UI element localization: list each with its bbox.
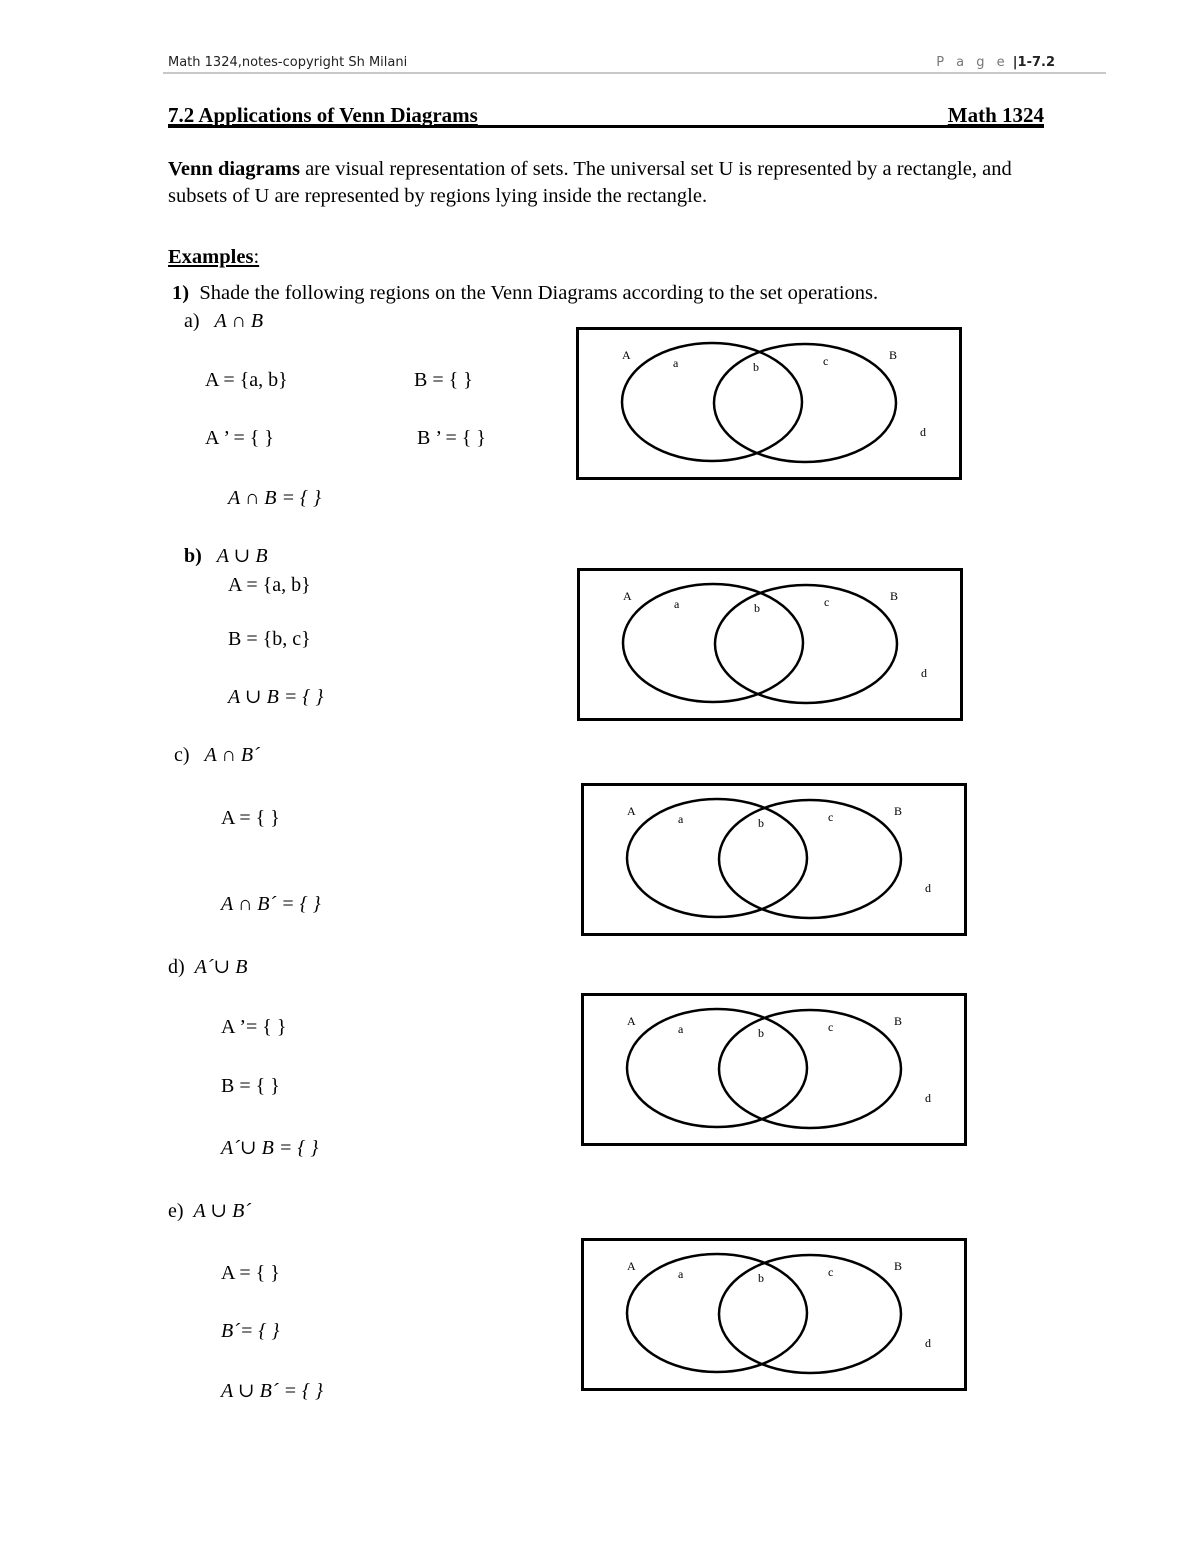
- examples-heading-text: Examples: [168, 246, 254, 268]
- part-d-label: d): [168, 956, 185, 978]
- part-d-op: A´∪ B: [194, 956, 248, 978]
- part-d-row-Acomp: A ’= { }: [221, 1016, 287, 1038]
- part-c-op: A ∩ B´: [204, 744, 260, 766]
- part-a-row-result: A ∩ B = { }: [228, 487, 322, 509]
- part-b-row-A: A = {a, b}: [228, 574, 311, 596]
- circle-A: [627, 1254, 807, 1372]
- part-c-heading: [174, 744, 260, 767]
- circle-A: [627, 1009, 807, 1127]
- part-e-heading: [168, 1198, 251, 1223]
- venn-diagram-b: [577, 568, 963, 721]
- circle-A: [627, 799, 807, 917]
- venn-label-B: B: [890, 589, 899, 603]
- venn-label-A: A: [627, 804, 636, 818]
- venn-diagram-a: [576, 327, 962, 480]
- part-c-row-result: A ∩ B´ = { }: [221, 893, 321, 915]
- venn-diagram-e: [581, 1238, 967, 1391]
- circle-B: [719, 1010, 901, 1128]
- part-a-row-A: A = {a, b}: [205, 369, 288, 391]
- page-header-left: Math 1324,notes-copyright Sh Milani: [168, 55, 408, 70]
- page-number: [936, 55, 1055, 70]
- part-e-row-Bcomp: B´= { }: [221, 1320, 280, 1342]
- venn-label-d: d: [925, 881, 931, 895]
- intro-text: are visual representation of sets. The universal set U is represented by a rectangle, and subsets of U are represented by regions lying inside the rectangle.: [168, 158, 1012, 207]
- page-number-value: |1-7.2: [1012, 55, 1055, 70]
- circle-B: [719, 1255, 901, 1373]
- intro-term: Venn diagrams: [168, 158, 300, 180]
- part-a-row-B: B = { }: [414, 369, 473, 391]
- part-e-label: e): [168, 1200, 184, 1222]
- part-e-op: A ∪ B´: [193, 1200, 252, 1222]
- venn-label-d: d: [925, 1336, 931, 1350]
- circle-B: [715, 585, 897, 703]
- part-b-op: A ∪ B: [216, 545, 268, 567]
- intro-paragraph: [168, 156, 1028, 210]
- circle-B: [719, 800, 901, 918]
- part-a-label: a): [184, 310, 200, 332]
- venn-label-c: c: [828, 810, 834, 824]
- venn-label-A: A: [622, 348, 631, 362]
- examples-heading: [168, 246, 259, 269]
- venn-label-A: A: [627, 1259, 636, 1273]
- part-d-row-result: A´∪ B = { }: [221, 1137, 319, 1159]
- venn-label-c: c: [828, 1020, 834, 1034]
- venn-label-b: b: [758, 816, 764, 830]
- venn-label-A: A: [623, 589, 632, 603]
- venn-label-c: c: [828, 1265, 834, 1279]
- venn-label-d: d: [925, 1091, 931, 1105]
- circle-B: [714, 344, 896, 462]
- venn-label-A: A: [627, 1014, 636, 1028]
- venn-label-c: c: [823, 354, 829, 368]
- part-c-label: c): [174, 744, 190, 766]
- venn-label-B: B: [894, 1259, 903, 1273]
- part-a-row-Bcomp: B ’ = { }: [417, 427, 486, 449]
- circle-A: [623, 584, 803, 702]
- part-e-row-A: A = { }: [221, 1262, 280, 1284]
- venn-label-a: a: [673, 356, 679, 370]
- part-b-label: b): [184, 545, 202, 567]
- section-title: 7.2 Applications of Venn Diagrams: [168, 103, 478, 127]
- examples-colon: :: [253, 246, 260, 268]
- venn-label-d: d: [920, 425, 926, 439]
- part-b-row-B: B = {b, c}: [228, 628, 311, 650]
- venn-label-d: d: [921, 666, 927, 680]
- venn-label-a: a: [678, 812, 684, 826]
- venn-label-b: b: [758, 1026, 764, 1040]
- venn-diagram-c: [581, 783, 967, 936]
- venn-diagram-d: [581, 993, 967, 1146]
- part-b-heading: [184, 543, 268, 568]
- venn-label-b: b: [754, 601, 760, 615]
- venn-label-a: a: [674, 597, 680, 611]
- page-word: P a g e: [936, 55, 1009, 70]
- header-rule: [163, 72, 1106, 74]
- part-d-heading: [168, 954, 248, 979]
- venn-label-a: a: [678, 1267, 684, 1281]
- venn-label-B: B: [889, 348, 898, 362]
- part-a-heading: [184, 310, 263, 333]
- title-rule: [168, 125, 1044, 128]
- universal-set-rect: [583, 995, 966, 1145]
- part-e-row-result: A ∪ B´ = { }: [221, 1380, 323, 1402]
- venn-label-b: b: [753, 360, 759, 374]
- venn-label-B: B: [894, 804, 903, 818]
- question-text: Shade the following regions on the Venn Diagrams according to the set operations.: [199, 282, 879, 304]
- part-a-row-Acomp: A ’ = { }: [205, 427, 274, 449]
- venn-label-c: c: [824, 595, 830, 609]
- venn-label-b: b: [758, 1271, 764, 1285]
- part-a-op: A ∩ B: [214, 310, 264, 332]
- question-1: [172, 282, 878, 305]
- universal-set-rect: [583, 785, 966, 935]
- universal-set-rect: [579, 570, 962, 720]
- venn-label-a: a: [678, 1022, 684, 1036]
- venn-label-B: B: [894, 1014, 903, 1028]
- universal-set-rect: [583, 1240, 966, 1390]
- course-title: Math 1324: [947, 103, 1044, 127]
- circle-A: [622, 343, 802, 461]
- part-d-row-B: B = { }: [221, 1075, 280, 1097]
- part-c-row-A: A = { }: [221, 807, 280, 829]
- universal-set-rect: [578, 329, 961, 479]
- question-number: 1): [172, 282, 190, 304]
- part-b-row-result: A ∪ B = { }: [228, 686, 324, 708]
